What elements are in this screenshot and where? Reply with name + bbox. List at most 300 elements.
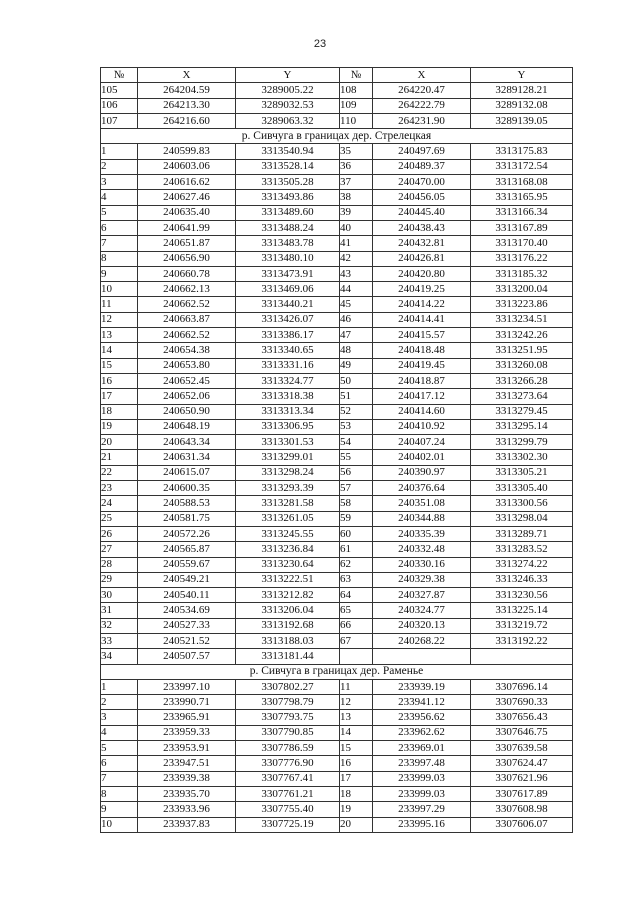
point-number-cell: 18 — [101, 404, 138, 419]
point-number-cell: 6 — [101, 220, 138, 235]
point-number-cell: 1 — [101, 679, 138, 694]
point-number-cell: 42 — [340, 251, 373, 266]
point-number-cell: 53 — [340, 419, 373, 434]
y-coordinate-cell: 3307798.79 — [236, 695, 340, 710]
point-number-cell: 32 — [101, 618, 138, 633]
y-coordinate-cell: 3313340.65 — [236, 343, 340, 358]
x-coordinate-cell: 240426.81 — [373, 251, 471, 266]
y-coordinate-cell: 3313225.14 — [471, 603, 573, 618]
point-number-cell: 13 — [340, 710, 373, 725]
point-number-cell: 58 — [340, 496, 373, 511]
point-number-cell: 107 — [101, 113, 138, 128]
point-number-cell: 3 — [101, 175, 138, 190]
y-coordinate-cell: 3313279.45 — [471, 404, 573, 419]
point-number-cell: 25 — [101, 511, 138, 526]
x-coordinate-cell: 240653.80 — [138, 358, 236, 373]
y-coordinate-cell: 3289005.22 — [236, 83, 340, 98]
x-coordinate-cell: 264231.90 — [373, 113, 471, 128]
x-coordinate-cell: 240660.78 — [138, 266, 236, 281]
x-coordinate-cell: 233965.91 — [138, 710, 236, 725]
table-row — [101, 266, 573, 281]
point-number-cell: 38 — [340, 190, 373, 205]
x-coordinate-cell: 240631.34 — [138, 450, 236, 465]
x-coordinate-cell: 240652.06 — [138, 389, 236, 404]
point-number-cell: 49 — [340, 358, 373, 373]
point-number-cell: 56 — [340, 465, 373, 480]
y-coordinate-cell: 3313192.68 — [236, 618, 340, 633]
x-coordinate-cell: 240390.97 — [373, 465, 471, 480]
y-coordinate-cell: 3307776.90 — [236, 756, 340, 771]
point-number-cell: 10 — [101, 282, 138, 297]
table-row — [101, 205, 573, 220]
point-number-cell: 106 — [101, 98, 138, 113]
y-coordinate-cell: 3313301.53 — [236, 435, 340, 450]
table-row — [101, 817, 573, 832]
table-row — [101, 450, 573, 465]
table-row — [101, 695, 573, 710]
y-coordinate-cell: 3313331.16 — [236, 358, 340, 373]
table-row — [101, 190, 573, 205]
x-coordinate-cell: 240327.87 — [373, 588, 471, 603]
y-coordinate-cell: 3313236.84 — [236, 542, 340, 557]
x-coordinate-cell: 240662.52 — [138, 328, 236, 343]
x-coordinate-cell: 240616.62 — [138, 175, 236, 190]
y-coordinate-cell: 3289132.08 — [471, 98, 573, 113]
header-x-2: X — [373, 68, 471, 83]
y-coordinate-cell: 3313181.44 — [236, 649, 340, 664]
table-row — [101, 175, 573, 190]
x-coordinate-cell: 240335.39 — [373, 526, 471, 541]
point-number-cell: 65 — [340, 603, 373, 618]
point-number-cell: 16 — [340, 756, 373, 771]
x-coordinate-cell: 233997.29 — [373, 802, 471, 817]
table-row — [101, 98, 573, 113]
x-coordinate-cell: 240652.45 — [138, 373, 236, 388]
table-row — [101, 802, 573, 817]
point-number-cell: 39 — [340, 205, 373, 220]
point-number-cell: 19 — [101, 419, 138, 434]
point-number-cell: 17 — [340, 771, 373, 786]
point-number-cell: 51 — [340, 389, 373, 404]
point-number-cell: 19 — [340, 802, 373, 817]
x-coordinate-cell: 240432.81 — [373, 236, 471, 251]
x-coordinate-cell: 240549.21 — [138, 572, 236, 587]
y-coordinate-cell: 3313324.77 — [236, 373, 340, 388]
table-row — [101, 771, 573, 786]
x-coordinate-cell: 240330.16 — [373, 557, 471, 572]
table-row — [101, 786, 573, 801]
x-coordinate-cell: 240445.40 — [373, 205, 471, 220]
point-number-cell: 4 — [101, 190, 138, 205]
y-coordinate-cell: 3313274.22 — [471, 557, 573, 572]
x-coordinate-cell: 240419.25 — [373, 282, 471, 297]
x-coordinate-cell: 240268.22 — [373, 633, 471, 648]
point-number-cell: 26 — [101, 526, 138, 541]
point-number-cell: 7 — [101, 771, 138, 786]
table-row — [101, 572, 573, 587]
x-coordinate-cell: 240414.41 — [373, 312, 471, 327]
point-number-cell: 11 — [101, 297, 138, 312]
point-number-cell: 4 — [101, 725, 138, 740]
x-coordinate-cell: 240603.06 — [138, 159, 236, 174]
point-number-cell: 8 — [101, 786, 138, 801]
y-coordinate-cell: 3313298.24 — [236, 465, 340, 480]
y-coordinate-cell: 3307793.75 — [236, 710, 340, 725]
header-number-2: № — [340, 68, 373, 83]
y-coordinate-cell: 3313188.03 — [236, 633, 340, 648]
point-number-cell: 12 — [340, 695, 373, 710]
table-row — [101, 373, 573, 388]
y-coordinate-cell: 3307690.33 — [471, 695, 573, 710]
header-y-1: Y — [236, 68, 340, 83]
x-coordinate-cell: 233959.33 — [138, 725, 236, 740]
point-number-cell: 35 — [340, 144, 373, 159]
y-coordinate-cell: 3307755.40 — [236, 802, 340, 817]
x-coordinate-cell: 240527.33 — [138, 618, 236, 633]
x-coordinate-cell: 233990.71 — [138, 695, 236, 710]
y-coordinate-cell: 3313289.71 — [471, 526, 573, 541]
table-header-row — [101, 68, 573, 83]
x-coordinate-cell: 264216.60 — [138, 113, 236, 128]
y-coordinate-cell: 3307786.59 — [236, 741, 340, 756]
x-coordinate-cell: 240407.24 — [373, 435, 471, 450]
point-number-cell: 13 — [101, 328, 138, 343]
table-row — [101, 741, 573, 756]
x-coordinate-cell: 233939.19 — [373, 679, 471, 694]
table-row — [101, 496, 573, 511]
x-coordinate-cell: 240344.88 — [373, 511, 471, 526]
y-coordinate-cell: 3313426.07 — [236, 312, 340, 327]
table-row — [101, 465, 573, 480]
y-coordinate-cell: 3313493.86 — [236, 190, 340, 205]
point-number-cell: 2 — [101, 159, 138, 174]
x-coordinate-cell: 240521.52 — [138, 633, 236, 648]
y-coordinate-cell: 3313230.56 — [471, 588, 573, 603]
x-coordinate-cell: 233999.03 — [373, 771, 471, 786]
y-coordinate-cell: 3313305.21 — [471, 465, 573, 480]
point-number-cell: 24 — [101, 496, 138, 511]
x-coordinate-cell: 240376.64 — [373, 481, 471, 496]
point-number-cell: 36 — [340, 159, 373, 174]
point-number-cell: 9 — [101, 266, 138, 281]
point-number-cell: 17 — [101, 389, 138, 404]
x-coordinate-cell: 240643.34 — [138, 435, 236, 450]
x-coordinate-cell: 240565.87 — [138, 542, 236, 557]
x-coordinate-cell: 240417.12 — [373, 389, 471, 404]
point-number-cell: 20 — [340, 817, 373, 832]
x-coordinate-cell: 240415.57 — [373, 328, 471, 343]
y-coordinate-cell: 3313165.95 — [471, 190, 573, 205]
y-coordinate-cell: 3313302.30 — [471, 450, 573, 465]
y-coordinate-cell: 3313298.04 — [471, 511, 573, 526]
y-coordinate-cell: 3313313.34 — [236, 404, 340, 419]
y-coordinate-cell: 3307725.19 — [236, 817, 340, 832]
y-coordinate-cell: 3313306.95 — [236, 419, 340, 434]
point-number-cell: 37 — [340, 175, 373, 190]
y-coordinate-cell: 3313260.08 — [471, 358, 573, 373]
y-coordinate-cell: 3307617.89 — [471, 786, 573, 801]
table-row — [101, 251, 573, 266]
x-coordinate-cell: 240534.69 — [138, 603, 236, 618]
coordinates-table — [100, 67, 573, 833]
table-row — [101, 603, 573, 618]
x-coordinate-cell: 233947.51 — [138, 756, 236, 771]
y-coordinate-cell: 3313176.22 — [471, 251, 573, 266]
point-number-cell: 30 — [101, 588, 138, 603]
table-row — [101, 542, 573, 557]
table-row — [101, 220, 573, 235]
y-coordinate-cell: 3313299.01 — [236, 450, 340, 465]
y-coordinate-cell: 3307790.85 — [236, 725, 340, 740]
point-number-cell: 50 — [340, 373, 373, 388]
y-coordinate-cell: 3307639.58 — [471, 741, 573, 756]
point-number-cell: 3 — [101, 710, 138, 725]
point-number-cell: 46 — [340, 312, 373, 327]
table-row — [101, 419, 573, 434]
y-coordinate-cell: 3313234.51 — [471, 312, 573, 327]
y-coordinate-cell: 3307656.43 — [471, 710, 573, 725]
x-coordinate-cell: 240414.60 — [373, 404, 471, 419]
table-row — [101, 633, 573, 648]
point-number-cell: 5 — [101, 741, 138, 756]
y-coordinate-cell: 3313245.55 — [236, 526, 340, 541]
point-number-cell: 60 — [340, 526, 373, 541]
y-coordinate-cell: 3313230.64 — [236, 557, 340, 572]
point-number-cell: 63 — [340, 572, 373, 587]
x-coordinate-cell: 240651.87 — [138, 236, 236, 251]
y-coordinate-cell: 3313206.04 — [236, 603, 340, 618]
point-number-cell: 28 — [101, 557, 138, 572]
x-coordinate-cell: 264213.30 — [138, 98, 236, 113]
y-coordinate-cell: 3313168.08 — [471, 175, 573, 190]
table-row — [101, 756, 573, 771]
y-coordinate-cell: 3313266.28 — [471, 373, 573, 388]
point-number-cell: 43 — [340, 266, 373, 281]
point-number-cell: 11 — [340, 679, 373, 694]
y-coordinate-cell: 3313483.78 — [236, 236, 340, 251]
point-number-cell: 2 — [101, 695, 138, 710]
y-coordinate-cell: 3313281.58 — [236, 496, 340, 511]
y-coordinate-cell: 3313386.17 — [236, 328, 340, 343]
table-row — [101, 236, 573, 251]
point-number-cell: 22 — [101, 465, 138, 480]
y-coordinate-cell: 3307621.96 — [471, 771, 573, 786]
x-coordinate-cell: 240418.48 — [373, 343, 471, 358]
x-coordinate-cell: 240470.00 — [373, 175, 471, 190]
x-coordinate-cell: 240351.08 — [373, 496, 471, 511]
section-title-row — [101, 664, 573, 679]
table-row — [101, 282, 573, 297]
y-coordinate-cell: 3313166.34 — [471, 205, 573, 220]
y-coordinate-cell: 3313299.79 — [471, 435, 573, 450]
x-coordinate-cell: 240572.26 — [138, 526, 236, 541]
table-row — [101, 679, 573, 694]
x-coordinate-cell: 240456.05 — [373, 190, 471, 205]
x-coordinate-cell: 233941.12 — [373, 695, 471, 710]
table-row — [101, 159, 573, 174]
table-row — [101, 144, 573, 159]
y-coordinate-cell: 3307802.27 — [236, 679, 340, 694]
x-coordinate-cell: 233962.62 — [373, 725, 471, 740]
table-row — [101, 618, 573, 633]
x-coordinate-cell: 233956.62 — [373, 710, 471, 725]
point-number-cell: 59 — [340, 511, 373, 526]
point-number-cell: 27 — [101, 542, 138, 557]
y-coordinate-cell: 3313293.39 — [236, 481, 340, 496]
table-row — [101, 83, 573, 98]
y-coordinate-cell: 3313528.14 — [236, 159, 340, 174]
point-number-cell: 40 — [340, 220, 373, 235]
table-row — [101, 312, 573, 327]
point-number-cell: 6 — [101, 756, 138, 771]
y-coordinate-cell: 3313505.28 — [236, 175, 340, 190]
y-coordinate-cell: 3307761.21 — [236, 786, 340, 801]
x-coordinate-cell: 240410.92 — [373, 419, 471, 434]
y-coordinate-cell: 3313246.33 — [471, 572, 573, 587]
x-coordinate-cell: 240627.46 — [138, 190, 236, 205]
table-row — [101, 649, 573, 664]
point-number-cell: 12 — [101, 312, 138, 327]
section-title: р. Сивчуга в границах дер. Стрелецкая — [101, 129, 573, 144]
y-coordinate-cell: 3313305.40 — [471, 481, 573, 496]
y-coordinate-cell: 3313300.56 — [471, 496, 573, 511]
table-row — [101, 710, 573, 725]
point-number-cell: 21 — [101, 450, 138, 465]
x-coordinate-cell: 240540.11 — [138, 588, 236, 603]
point-number-cell: 110 — [340, 113, 373, 128]
y-coordinate-cell: 3313242.26 — [471, 328, 573, 343]
y-coordinate-cell: 3313473.91 — [236, 266, 340, 281]
header-y-2: Y — [471, 68, 573, 83]
x-coordinate-cell: 233969.01 — [373, 741, 471, 756]
section-title: р. Сивчуга в границах дер. Раменье — [101, 664, 573, 679]
point-number-cell: 66 — [340, 618, 373, 633]
table-row — [101, 297, 573, 312]
x-coordinate-cell: 240497.69 — [373, 144, 471, 159]
table-row — [101, 328, 573, 343]
x-coordinate-cell: 240615.07 — [138, 465, 236, 480]
y-coordinate-cell: 3307696.14 — [471, 679, 573, 694]
point-number-cell: 47 — [340, 328, 373, 343]
x-coordinate-cell: 233935.70 — [138, 786, 236, 801]
point-number-cell: 48 — [340, 343, 373, 358]
y-coordinate-cell: 3313170.40 — [471, 236, 573, 251]
x-coordinate-cell: 240662.13 — [138, 282, 236, 297]
table-row — [101, 481, 573, 496]
point-number-cell: 54 — [340, 435, 373, 450]
x-coordinate-cell: 240641.99 — [138, 220, 236, 235]
table-row — [101, 526, 573, 541]
point-number-cell: 44 — [340, 282, 373, 297]
point-number-cell: 64 — [340, 588, 373, 603]
y-coordinate-cell: 3289128.21 — [471, 83, 573, 98]
x-coordinate-cell: 240648.19 — [138, 419, 236, 434]
x-coordinate-cell: 233953.91 — [138, 741, 236, 756]
y-coordinate-cell: 3313172.54 — [471, 159, 573, 174]
point-number-cell: 1 — [101, 144, 138, 159]
y-coordinate-cell: 3313175.83 — [471, 144, 573, 159]
point-number-cell: 16 — [101, 373, 138, 388]
x-coordinate-cell: 264220.47 — [373, 83, 471, 98]
point-number-cell: 5 — [101, 205, 138, 220]
x-coordinate-cell: 264204.59 — [138, 83, 236, 98]
point-number-cell: 29 — [101, 572, 138, 587]
x-coordinate-cell: 240656.90 — [138, 251, 236, 266]
point-number-cell: 31 — [101, 603, 138, 618]
table-row — [101, 389, 573, 404]
y-coordinate-cell: 3313318.38 — [236, 389, 340, 404]
y-coordinate-cell: 3313222.51 — [236, 572, 340, 587]
x-coordinate-cell: 240489.37 — [373, 159, 471, 174]
table-row — [101, 557, 573, 572]
x-coordinate-cell: 240320.13 — [373, 618, 471, 633]
point-number-cell: 15 — [340, 741, 373, 756]
y-coordinate-cell: 3313212.82 — [236, 588, 340, 603]
table-row — [101, 725, 573, 740]
y-coordinate-cell: 3289032.53 — [236, 98, 340, 113]
y-coordinate-cell: 3307767.41 — [236, 771, 340, 786]
point-number-cell — [340, 649, 373, 664]
y-coordinate-cell: 3313167.89 — [471, 220, 573, 235]
x-coordinate-cell: 240559.67 — [138, 557, 236, 572]
point-number-cell: 105 — [101, 83, 138, 98]
point-number-cell: 14 — [101, 343, 138, 358]
point-number-cell: 14 — [340, 725, 373, 740]
y-coordinate-cell: 3313440.21 — [236, 297, 340, 312]
x-coordinate-cell: 233995.16 — [373, 817, 471, 832]
y-coordinate-cell: 3313219.72 — [471, 618, 573, 633]
x-coordinate-cell: 240438.43 — [373, 220, 471, 235]
x-coordinate-cell: 240332.48 — [373, 542, 471, 557]
x-coordinate-cell: 240419.45 — [373, 358, 471, 373]
x-coordinate-cell: 240581.75 — [138, 511, 236, 526]
point-number-cell: 55 — [340, 450, 373, 465]
table-row — [101, 511, 573, 526]
x-coordinate-cell: 240662.52 — [138, 297, 236, 312]
x-coordinate-cell: 240663.87 — [138, 312, 236, 327]
y-coordinate-cell: 3313540.94 — [236, 144, 340, 159]
x-coordinate-cell: 240600.35 — [138, 481, 236, 496]
point-number-cell: 15 — [101, 358, 138, 373]
section-title-row — [101, 129, 573, 144]
point-number-cell: 10 — [101, 817, 138, 832]
table-row — [101, 435, 573, 450]
point-number-cell: 109 — [340, 98, 373, 113]
table-row — [101, 358, 573, 373]
y-coordinate-cell: 3307608.98 — [471, 802, 573, 817]
x-coordinate-cell: 240414.22 — [373, 297, 471, 312]
y-coordinate-cell: 3307646.75 — [471, 725, 573, 740]
x-coordinate-cell: 240329.38 — [373, 572, 471, 587]
x-coordinate-cell: 240635.40 — [138, 205, 236, 220]
point-number-cell: 9 — [101, 802, 138, 817]
x-coordinate-cell: 233937.83 — [138, 817, 236, 832]
header-number-1: № — [101, 68, 138, 83]
point-number-cell: 45 — [340, 297, 373, 312]
y-coordinate-cell: 3289139.05 — [471, 113, 573, 128]
point-number-cell: 62 — [340, 557, 373, 572]
y-coordinate-cell: 3313273.64 — [471, 389, 573, 404]
header-x-1: X — [138, 68, 236, 83]
x-coordinate-cell: 233999.03 — [373, 786, 471, 801]
point-number-cell: 7 — [101, 236, 138, 251]
x-coordinate-cell: 264222.79 — [373, 98, 471, 113]
y-coordinate-cell: 3307624.47 — [471, 756, 573, 771]
y-coordinate-cell: 3313489.60 — [236, 205, 340, 220]
x-coordinate-cell: 233997.10 — [138, 679, 236, 694]
table-row — [101, 404, 573, 419]
point-number-cell: 67 — [340, 633, 373, 648]
